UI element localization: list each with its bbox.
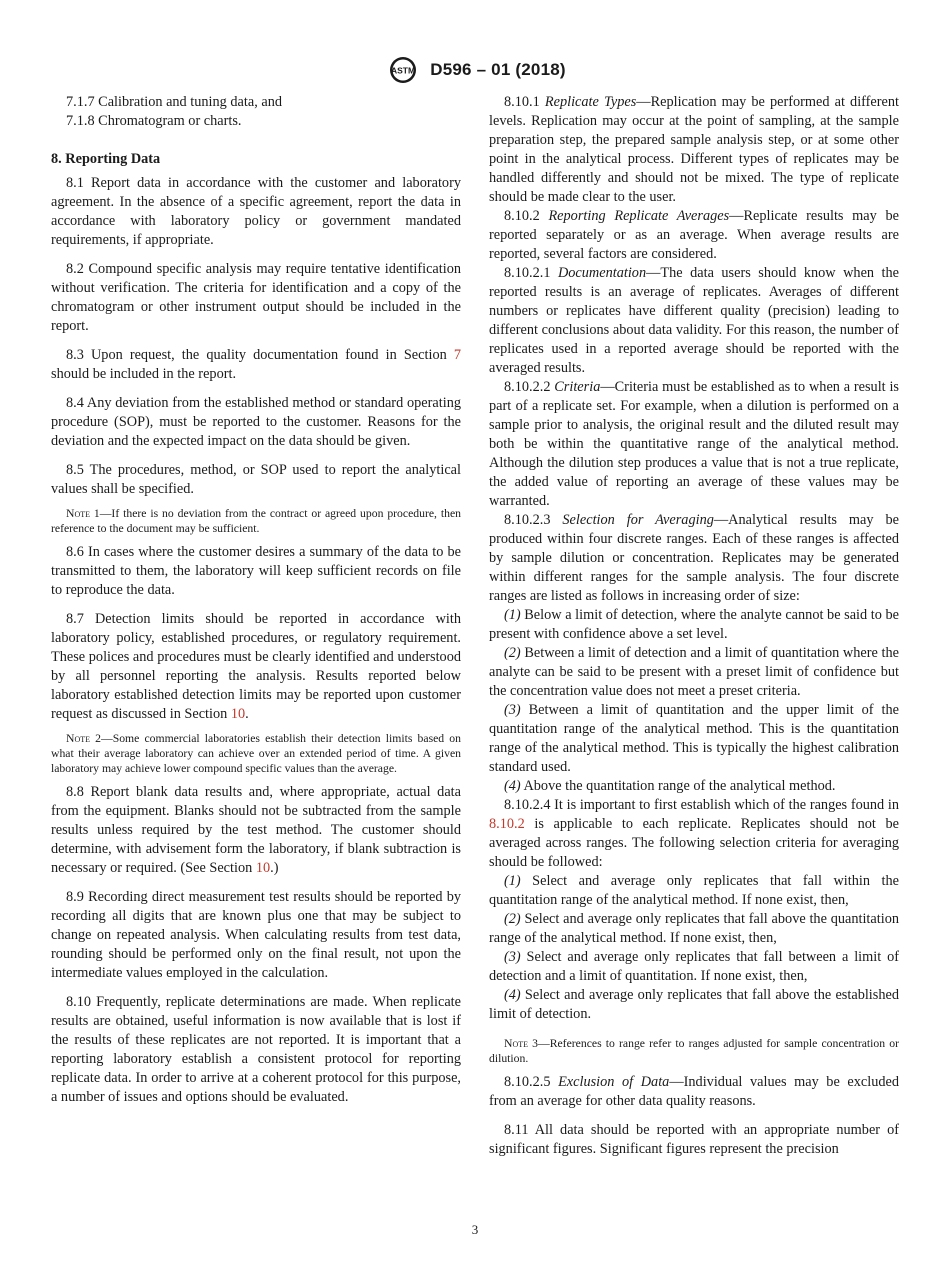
item-7-1-7: 7.1.7 Calibration and tuning data, and [66,94,282,110]
section-7-link[interactable]: 7 [453,347,461,363]
paragraph-8-5: 8.5 The procedures, method, or SOP used to report the analytical values shall be specified. [51,462,461,497]
note-2: Note 2—Some commercial laboratories establish their detection limits based on what their average laboratory can achieve over an extended period of time. A given laboratory may achieve lower compound specific values than the average. [51,732,461,775]
selection-item: (2) Select and average only replicates that fall above the quantitation range of the analytical method. If none exist, then, [489,911,899,946]
paragraph-8-8: 8.8 Report blank data results and, where appropriate, actual data from the equipment. Blanks should not be subtracted from the sample results unless required by the test method. The customer should determine, with advisement form the laboratory, if blank subtraction is necessary or required. (See Section 10.) [51,784,461,876]
section-8-10-2-link[interactable]: 8.10.2 [489,816,525,832]
range-item: (4) Above the quantitation range of the analytical method. [504,778,836,794]
paragraph-8-10-2-3: 8.10.2.3 Selection for Averaging—Analytical results may be produced within four discrete ranges. Each of these ranges is affected by sample dilution or concentration. Replicates may be generated within different ranges for the sample analysis. The four discrete ranges are listed as follows in increasing order of size: [489,512,899,604]
section-10-link-2[interactable]: 10 [255,860,271,876]
range-item: (2) Between a limit of detection and a limit of quantitation where the analyte can be said to be present with a preset limit of confidence but the concentration value does not meet a preset criteria. [489,645,899,699]
section-heading: 8. Reporting Data [51,151,161,167]
left-column [51,93,461,1107]
paragraph-8-11: 8.11 All data should be reported with an appropriate number of significant figures. Significant figures represent the precision [489,1122,899,1157]
astm-logo [384,56,422,84]
paragraph-8-10-2-2: 8.10.2.2 Criteria—Criteria must be established as to when a result is part of a replicate set. For example, when a dilution is performed on a sample prior to analysis, the original result and the diluted result may both be within the quantitative range of the analytical method. Although the dilution step produces a value that is not a true replicate, the added value of reporting an average of these values may be warranted. [489,379,899,509]
paragraph-8-10-2-4: 8.10.2.4 It is important to first establish which of the ranges found in 8.10.2 is applicable to each replicate. Replicates should not be averaged across ranges. The following selection criteria for averaging should be followed: [489,797,899,870]
page-header [0,56,950,84]
paragraph-8-10: 8.10 Frequently, replicate determinations are made. When replicate results are obtained, useful information is now available that is lost if the results of these replicates are not reported. It is important that a reporting laboratory establish a consistent protocol for reporting replicate data. In order to arrive at a coherent protocol for this purpose, a number of issues and options should be evaluated. [51,994,461,1105]
paragraph-8-4: 8.4 Any deviation from the established method or standard operating procedure (SOP), must be reported to the customer. Reasons for the deviation and the expected impact on the data should be given. [51,395,461,449]
paragraph-8-10-2-5: 8.10.2.5 Exclusion of Data—Individual values may be excluded from an average for other data quality reasons. [489,1074,899,1109]
right-column [489,93,899,1159]
standard-designation: D596 – 01 (2018) [430,60,566,79]
selection-item: (3) Select and average only replicates that fall between a limit of detection and a limit of quantitation. If none exist, then, [489,949,899,984]
note-3: Note 3—References to range refer to ranges adjusted for sample concentration or dilution. [489,1037,899,1065]
paragraph-8-3: 8.3 Upon request, the quality documentation found in Section 7 should be included in the report. [51,347,461,382]
paragraph-8-9: 8.9 Recording direct measurement test results should be reported by recording all digits that are known plus one that may be subject to change on repeated analysis. When calculating results from test data, rounding should be performed only on the final result, not upon the intermediate values employed in the calculation. [51,889,461,981]
paragraph-8-10-2: 8.10.2 Reporting Replicate Averages—Replicate results may be reported separately or as an average. When average results are reported, several factors are considered. [489,208,899,262]
paragraph-8-6: 8.6 In cases where the customer desires a summary of the data to be transmitted to them, the laboratory will keep sufficient records on file to reproduce the data. [51,544,461,598]
selection-item: (1) Select and average only replicates that fall within the quantitation range of the analytical method. If none exist, then, [489,873,899,908]
logo-text: ASTM [391,65,416,76]
range-item: (3) Between a limit of quantitation and the upper limit of the quantitation range of the analytical method. This is the quantitation range of the analytical method. This is typically the highest calibration standard used. [489,702,899,775]
paragraph-8-10-1: 8.10.1 Replicate Types—Replication may be performed at different levels. Replication may occur at the point of sampling, at the sample preparation step, the prepared sample analysis step, or at some other point in the analytical process. Different types of replicates may be handled differently and should not be mixed. The type of replicate should be made clear to the user. [489,94,900,205]
paragraph-8-2: 8.2 Compound specific analysis may require tentative identification without verification. The criteria for identification and a copy of the chromatogram or other instrument output should be included in the report. [51,261,461,334]
page-number: 3 [471,1222,479,1237]
item-7-1-8: 7.1.8 Chromatogram or charts. [66,113,242,129]
note-1: Note 1—If there is no deviation from the contract or agreed upon procedure, then reference to the document may be sufficient. [51,507,461,535]
paragraph-8-7: 8.7 Detection limits should be reported in accordance with laboratory policy, established procedures, or regulatory requirement. These polices and procedures must be clearly identified and understood by all personnel reporting the analysis. Results reported below laboratory established detection limits may be reported upon customer request as discussed in Section 10. [51,611,461,722]
paragraph-8-1: 8.1 Report data in accordance with the customer and laboratory agreement. In the absence of a specific agreement, report the data in accordance with laboratory policy or government mandated requirements, if appropriate. [51,175,461,248]
range-item: (1) Below a limit of detection, where the analyte cannot be said to be present with confidence above a set level. [489,607,899,642]
selection-item: (4) Select and average only replicates that fall above the established limit of detection. [489,987,899,1022]
paragraph-8-10-2-1: 8.10.2.1 Documentation—The data users should know when the reported results is an average of replicates. Averages of different numbers or replicates have different quality (precision) leading to different conclusions about data validity. For this reason, the number of replicates used in a reported average should be reported with the averaged results. [489,265,900,376]
section-10-link[interactable]: 10 [230,706,246,722]
